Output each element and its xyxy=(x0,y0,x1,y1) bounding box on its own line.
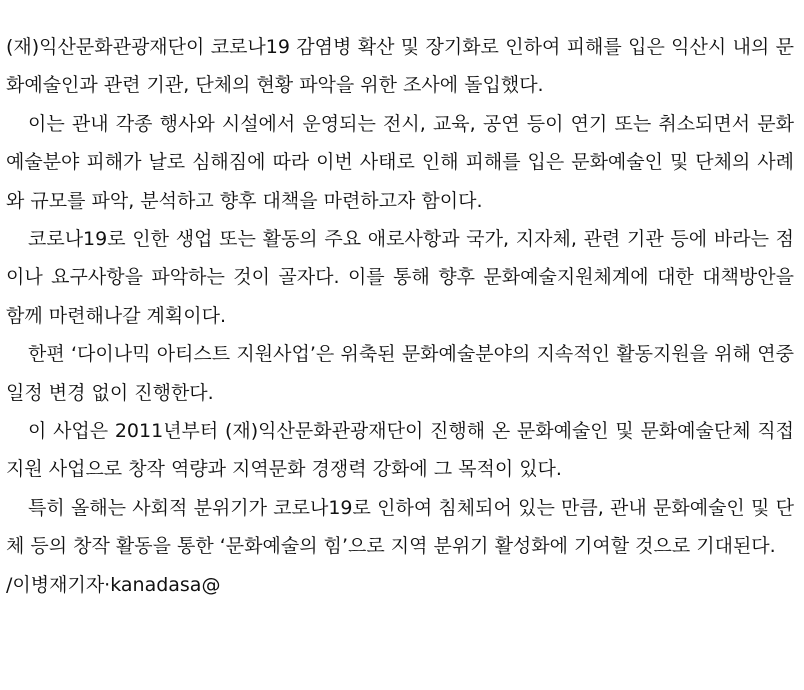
article-byline: /이병재기자·kanadasa@ xyxy=(6,573,221,596)
article-paragraph-2: 이는 관내 각종 행사와 시설에서 운영되는 전시, 교육, 공연 등이 연기 또는 취소되면서 문화예술분야 피해가 날로 심해짐에 따라 이번 사태로 인해 피해를 입은 문화예술인 및 단체의 사례와 규모를 파악, 분석하고 향후 대책을 마련하고자 함이다. xyxy=(6,112,794,212)
article-paragraph-5: 이 사업은 2011년부터 (재)익산문화관광재단이 진행해 온 문화예술인 및 문화예술단체 직접 지원 사업으로 창작 역량과 지역문화 경쟁력 강화에 그 목적이 있다. xyxy=(6,420,794,481)
article-paragraph-1: (재)익산문화관광재단이 코로나19 감염병 확산 및 장기화로 인하여 피해를 입은 익산시 내의 문화예술인과 관련 기관, 단체의 현황 파악을 위한 조사에 돌입했다. xyxy=(6,36,794,97)
article-paragraph-4: 한편 ‘다이나믹 아티스트 지원사업’은 위축된 문화예술분야의 지속적인 활동지원을 위해 연중 일정 변경 없이 진행한다. xyxy=(6,343,794,404)
article-paragraph-6: 특히 올해는 사회적 분위기가 코로나19로 인하여 침체되어 있는 만큼, 관내 문화예술인 및 단체 등의 창작 활동을 통한 ‘문화예술의 힘’으로 지역 분위기 활성화에 기여할 것으로 기대된다. xyxy=(6,496,794,558)
article-paragraph-3: 코로나19로 인한 생업 또는 활동의 주요 애로사항과 국가, 지자체, 관련 기관 등에 바라는 점이나 요구사항을 파악하는 것이 골자다. 이를 통해 향후 문화예술지원체계에 대한 대책방안을 함께 마련해나갈 계획이다. xyxy=(6,228,794,327)
